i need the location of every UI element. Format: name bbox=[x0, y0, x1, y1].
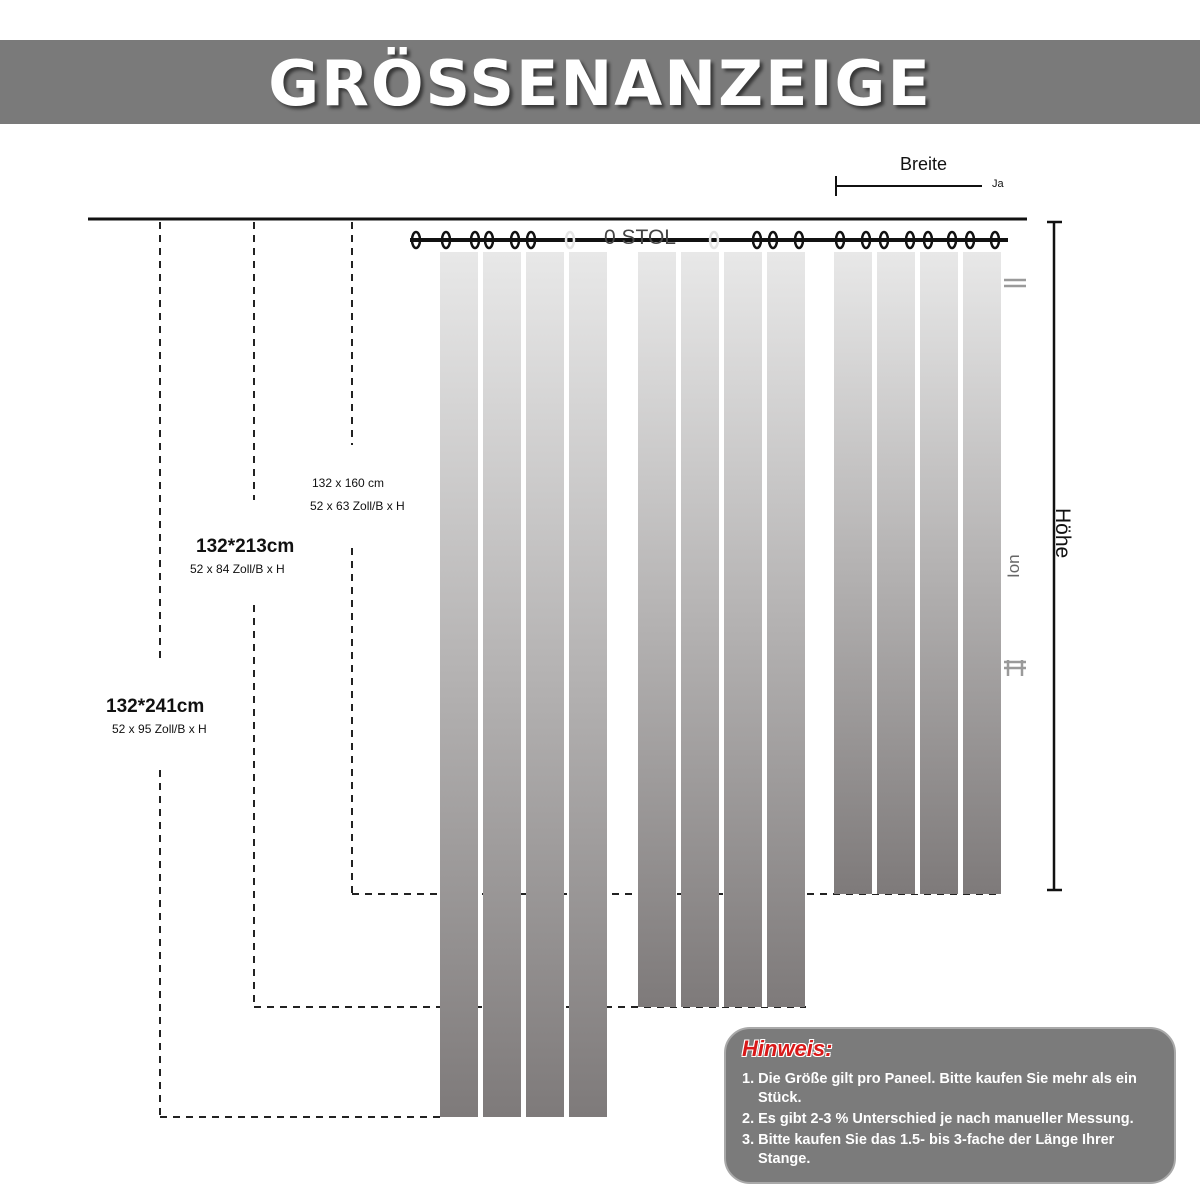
size-medium-cm: 132*213cm bbox=[196, 536, 295, 557]
size-large-inch: 52 x 95 Zoll/B x H bbox=[112, 722, 207, 736]
note-list bbox=[742, 1070, 1162, 1171]
width-label: Breite bbox=[900, 154, 948, 174]
size-small-inch: 52 x 63 Zoll/B x H bbox=[310, 499, 405, 513]
width-sub-label: Ja bbox=[992, 178, 1004, 190]
note-title: Hinweis: bbox=[742, 1036, 833, 1061]
size-large-cm: 132*241cm bbox=[106, 696, 205, 717]
curtain-panel-160cm bbox=[834, 252, 1001, 894]
side-tick-marks bbox=[1004, 280, 1026, 676]
side-label: Ion bbox=[1004, 554, 1023, 578]
page-title: GRÖSSENANZEIGE bbox=[268, 47, 932, 120]
height-label: Höhe bbox=[1051, 508, 1074, 559]
width-bracket bbox=[836, 176, 982, 196]
note-item: 1. Die Größe gilt pro Paneel. Bitte kaufen Sie mehr als ein Stück. bbox=[742, 1071, 1137, 1106]
curtain-panel-241cm bbox=[440, 252, 607, 1117]
note-item: 3. Bitte kaufen Sie das 1.5- bis 3-fache der Länge Ihrer Stange. bbox=[742, 1132, 1115, 1167]
size-outline-large bbox=[160, 222, 442, 1117]
rod-label: 0 STOL bbox=[604, 226, 676, 249]
note-item: 2. Es gibt 2-3 % Unterschied je nach manueller Messung. bbox=[742, 1111, 1134, 1127]
size-small-cm: 132 x 160 cm bbox=[312, 476, 385, 490]
size-medium-inch: 52 x 84 Zoll/B x H bbox=[190, 562, 285, 576]
